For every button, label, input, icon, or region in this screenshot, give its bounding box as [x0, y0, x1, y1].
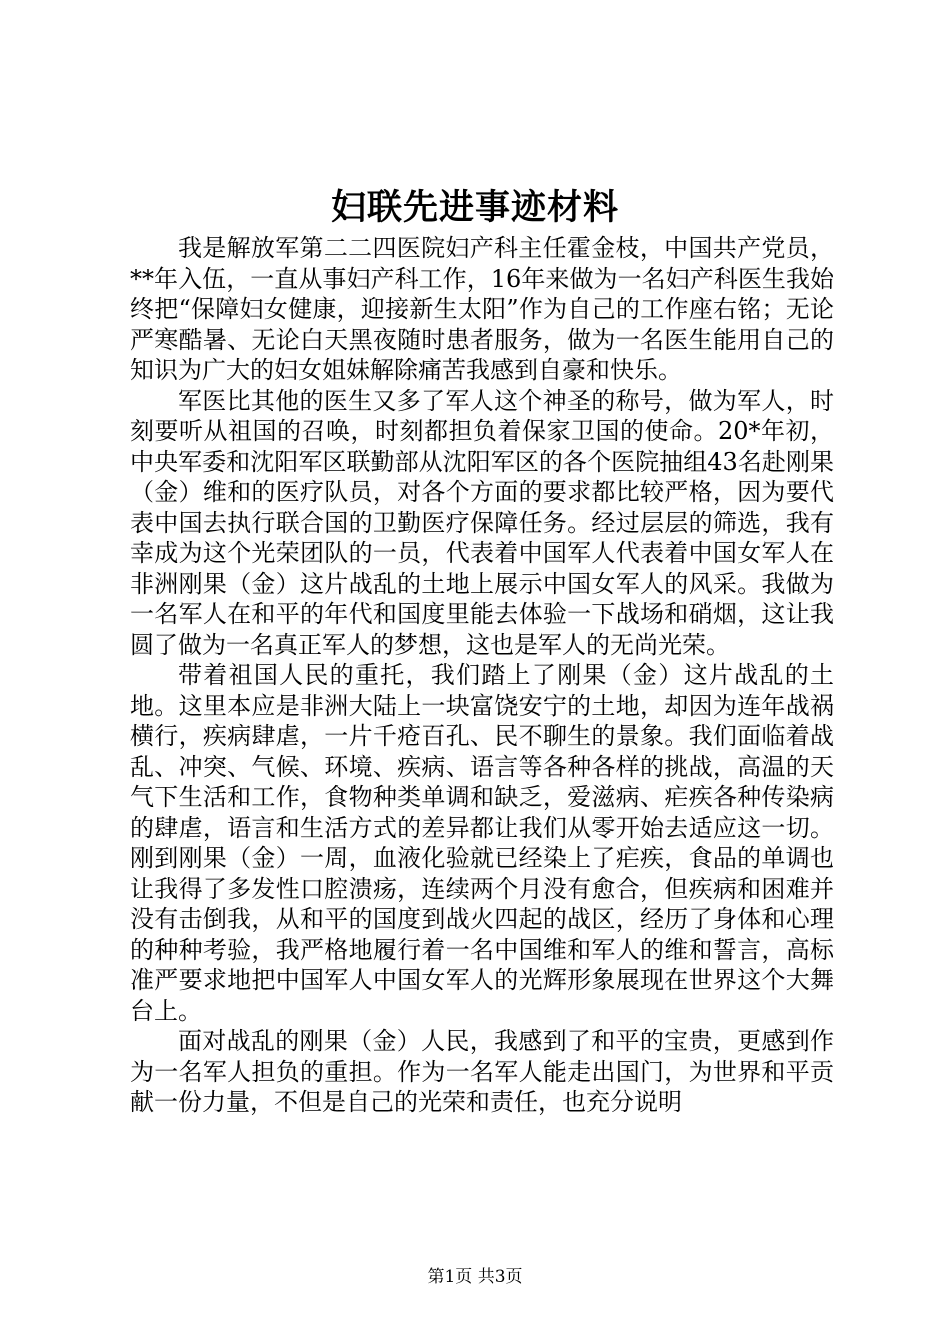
paragraph-4: 面对战乱的刚果（金）人民，我感到了和平的宝贵，更感到作为一名军人担负的重担。作为一名军人能走出国门，为世界和平贡献一份力量，不但是自己的光荣和责任，也充分说明	[130, 1027, 834, 1116]
document-body	[130, 233, 834, 1118]
page-footer: 第1页 共3页	[427, 1267, 523, 1287]
paragraph-2: 军医比其他的医生又多了军人这个神圣的称号，做为军人，时刻要听从祖国的召唤，时刻都担负着保家卫国的使命。20*年初，中央军委和沈阳军区联勤部从沈阳军区的各个医院抽组43名赴刚果（金）维和的医疗队员，对各个方面的要求都比较严格，因为要代表中国去执行联合国的卫勤医疗保障任务。经过层层的筛选，我有幸成为这个光荣团队的一员，代表着中国军人代表着中国女军人在非洲刚果（金）这片战乱的土地上展示中国女军人的风采。我做为一名军人在和平的年代和国度里能去体验一下战场和硝烟，这让我圆了做为一名真正军人的梦想，这也是军人的无尚光荣。	[130, 386, 834, 659]
paragraph-1: 我是解放军第二二四医院妇产科主任霍金枝，中国共产党员，**年入伍，一直从事妇产科工作，16年来做为一名妇产科医生我始终把“保障妇女健康，迎接新生太阳”作为自己的工作座右铭；无论严寒酷暑、无论白天黑夜随时患者服务，做为一名医生能用自己的知识为广大的妇女姐妹解除痛苦我感到自豪和快乐。	[130, 234, 834, 384]
paragraph-3: 带着祖国人民的重托，我们踏上了刚果（金）这片战乱的土地。这里本应是非洲大陆上一块富饶安宁的土地，却因为连年战祸横行，疾病肆虐，一片千疮百孔、民不聊生的景象。我们面临着战乱、冲突、气候、环境、疾病、语言等各种各样的挑战，高温的天气下生活和工作，食物种类单调和缺乏，爱滋病、疟疾各种传染病的肆虐，语言和生活方式的差异都让我们从零开始去适应这一切。刚到刚果（金）一周，血液化验就已经染上了疟疾，食品的单调也让我得了多发性口腔溃疡，连续两个月没有愈合，但疾病和困难并没有击倒我，从和平的国度到战火四起的战区，经历了身体和心理的种种考验，我严格地履行着一名中国维和军人的维和誓言，高标准严要求地把中国军人中国女军人的光辉形象展现在世界这个大舞台上。	[130, 661, 834, 1025]
document-title: 妇联先进事迹材料	[330, 187, 619, 228]
